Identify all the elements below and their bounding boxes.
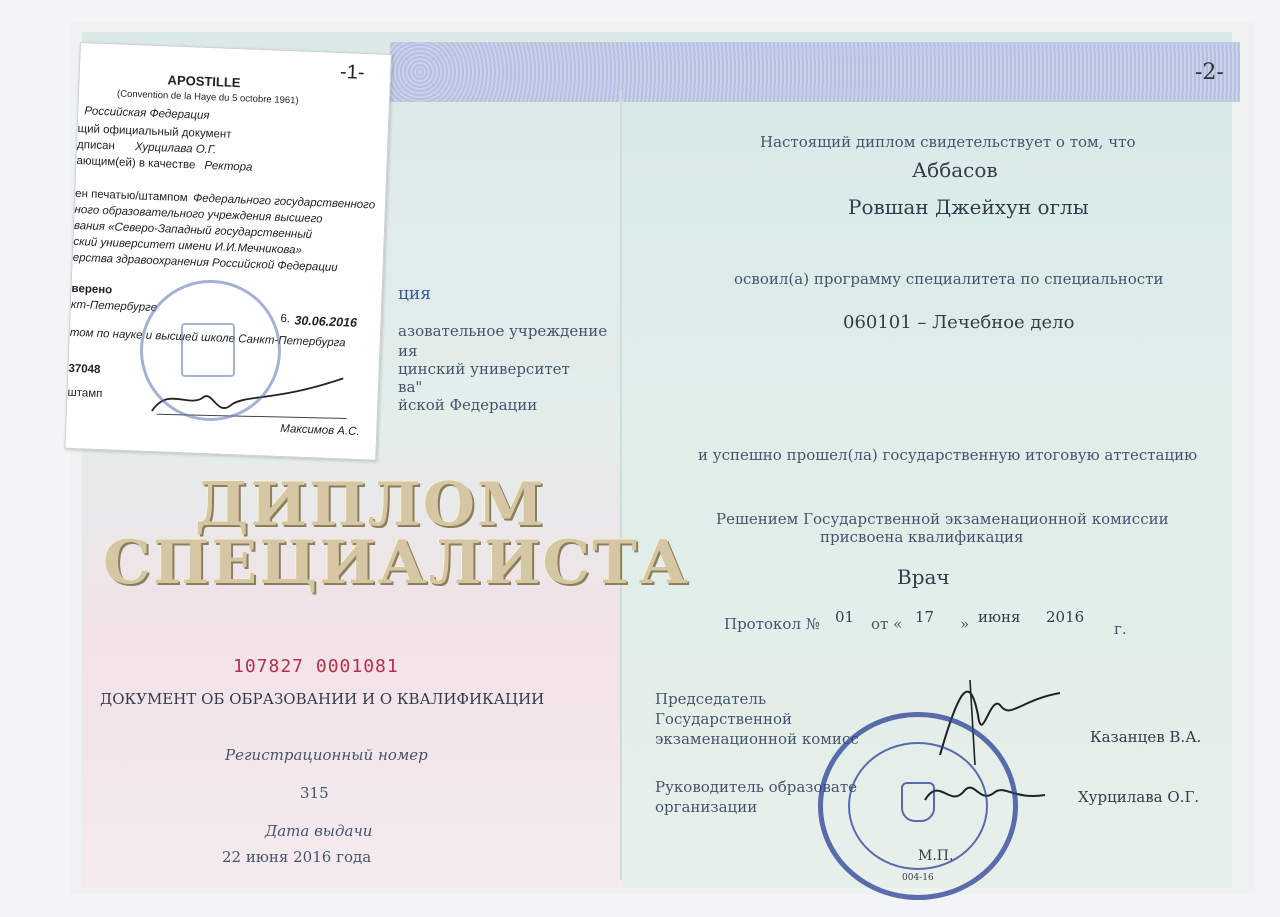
protocol-label: Протокол №: [724, 615, 820, 633]
diploma-title-line1: ДИПЛОМ: [195, 470, 546, 540]
protocol-day: 17: [915, 608, 935, 626]
official-seal: [818, 712, 1018, 900]
org-line-2: ия: [398, 342, 418, 360]
registration-label: Регистрационный номер: [225, 746, 428, 764]
protocol-from-label: от «: [871, 615, 903, 633]
head-label-2: организации: [655, 798, 758, 816]
commission-decision-line2: присвоена квалификация: [820, 528, 1024, 546]
org-line-1: азовательное учреждение: [398, 322, 608, 340]
apostille-line-4-prefix: ающим(ей) в качестве: [76, 154, 196, 172]
chairman-label-3: экзаменационной комисс: [655, 730, 859, 748]
attestation-text: и успешно прошел(ла) государственную итоговую аттестацию: [698, 446, 1198, 464]
chairman-label-1: Председатель: [655, 690, 767, 708]
eagle-emblem-icon: [901, 782, 935, 822]
apostille-round-stamp: [140, 280, 281, 421]
certifies-text: Настоящий диплом свидетельствует о том, что: [760, 133, 1136, 151]
protocol-year-suffix: г.: [1114, 620, 1127, 638]
apostille-line-3-prefix: дписан: [76, 138, 116, 153]
apostille-authority: том по науке и высшей школе Санкт-Петербурга: [69, 326, 346, 350]
apostille-city: кт-Петербурге: [70, 298, 158, 315]
org-line-3: цинский университет: [398, 360, 570, 378]
issue-date: 22 июня 2016 года: [222, 848, 372, 866]
apostille-date: 30.06.2016: [294, 313, 358, 330]
apostille-certified: верено: [71, 282, 113, 297]
apostille-title: APOSTILLE: [167, 72, 241, 91]
protocol-month: июня: [978, 608, 1021, 626]
page-mark-right: -2-: [1195, 60, 1224, 85]
protocol-number: 01: [835, 608, 855, 626]
page-fold: [620, 90, 622, 880]
apostille-date-prefix: 6.: [280, 312, 291, 326]
protocol-year: 2016: [1046, 608, 1085, 626]
apostille-line-5: Федерального государственного: [192, 192, 376, 212]
city-coat-of-arms-icon: [181, 323, 235, 377]
diploma-title-line2: СПЕЦИАЛИСТА: [103, 528, 690, 598]
apostille-country: Российская Федерация: [84, 105, 210, 123]
specialty: 060101 – Лечебное дело: [843, 312, 1075, 333]
footer-code: 004-16: [902, 873, 934, 883]
registration-number: 315: [300, 784, 329, 802]
protocol-close-quote: »: [960, 615, 970, 633]
document-type: ДОКУМЕНТ ОБ ОБРАЗОВАНИИ И О КВАЛИФИКАЦИИ: [100, 690, 545, 708]
head-label-1: Руководитель образовате: [655, 778, 858, 796]
head-name: Хурцилава О.Г.: [1078, 788, 1200, 806]
apostille-line-9: ерства здравоохранения Российской Федерации: [72, 251, 338, 275]
apostille-signer-role: Ректора: [204, 159, 253, 174]
chairman-label-2: Государственной: [655, 710, 793, 728]
mastered-program-text: освоил(а) программу специалитета по специальности: [734, 270, 1164, 288]
apostille-page-mark: -1-: [339, 61, 365, 84]
org-line-5: йской Федерации: [398, 396, 538, 414]
diploma-serial-number: 107827 0001081: [233, 656, 399, 677]
issue-date-label: Дата выдачи: [265, 822, 373, 840]
guilloche-ornament: [390, 42, 1240, 102]
apostille-signer-name: Хурцилава О.Г.: [134, 141, 217, 157]
partial-heading: ция: [398, 284, 431, 304]
graduate-name: Ровшан Джейхун оглы: [848, 195, 1089, 219]
apostille-number: 37048: [68, 362, 101, 377]
qualification: Врач: [897, 565, 950, 589]
apostille-signer: Максимов А.С.: [280, 422, 360, 439]
graduate-surname: Аббасов: [912, 158, 998, 182]
apostille-line-5-prefix: ен печатью/штампом: [74, 187, 188, 205]
apostille-line-7: вания «Северо-Западный государственный: [73, 219, 313, 242]
apostille-stamp-label: штамп: [67, 386, 103, 401]
org-line-4: ва": [398, 378, 423, 396]
chairman-name: Казанцев В.А.: [1090, 728, 1202, 746]
apostille-convention: (Convention de la Haye du 5 octobre 1961): [116, 88, 299, 107]
apostille-line-8: ский университет имени И.И.Мечникова»: [73, 235, 303, 257]
commission-decision-line1: Решением Государственной экзаменационной комиссии: [716, 510, 1169, 528]
apostille-line-2: щий официальный документ: [77, 122, 232, 141]
apostille-line-6: ного образовательного учреждения высшего: [74, 203, 323, 226]
mp-label: М.П.: [918, 848, 954, 864]
